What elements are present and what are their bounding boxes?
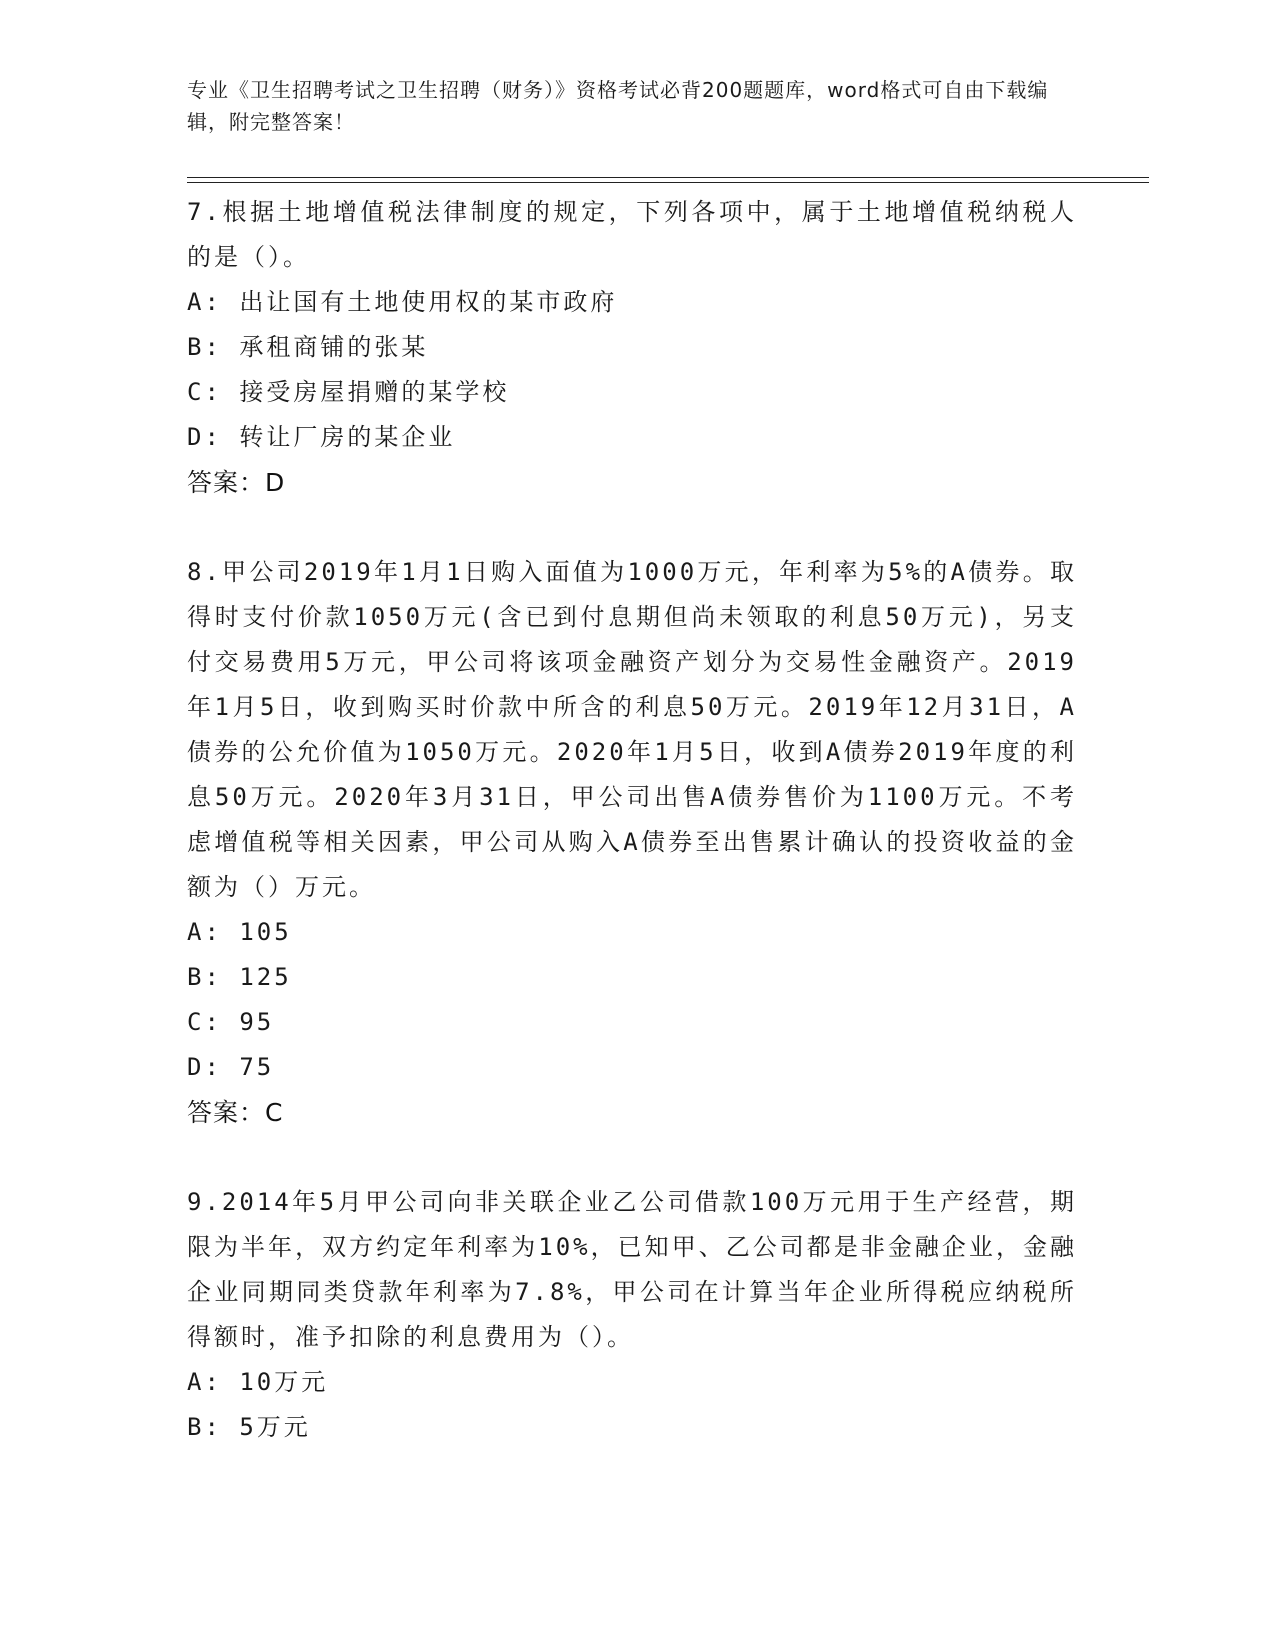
answer-line: 答案：D bbox=[187, 468, 286, 497]
option-b: B: 承租商铺的张某 bbox=[187, 333, 429, 361]
option-c: C: 95 bbox=[187, 1008, 275, 1036]
question-stem: 8.甲公司2019年1月1日购入面值为1000万元，年利率为5%的A债券。取得时支付价款1050万元(含已到付息期但尚未领取的利息50万元)，另支付交易费用5万元，甲公司将该项金融资产划分为交易性金融资产。2019年1月5日，收到购买时价款中所含的利息50万元。2019年12月31日，A债券的公允价值为1050万元。2020年1月5日，收到A债券2019年度的利息50万元。2020年3月31日，甲公司出售A债券售价为1100万元。不考虑增值税等相关因素，甲公司从购入A债券至出售累计确认的投资收益的金额为（）万元。 bbox=[187, 558, 1077, 901]
option-d: D: 转让厂房的某企业 bbox=[187, 423, 456, 451]
header-divider-bottom bbox=[187, 182, 1149, 183]
document-header: 专业《卫生招聘考试之卫生招聘（财务）》资格考试必背200题题库，word格式可自由下载编辑，附完整答案！ bbox=[187, 78, 1049, 134]
question-list bbox=[187, 190, 1077, 1450]
answer-line: 答案：C bbox=[187, 1098, 284, 1127]
question-stem: 9.2014年5月甲公司向非关联企业乙公司借款100万元用于生产经营，期限为半年，双方约定年利率为10%，已知甲、乙公司都是非金融企业，金融企业同期同类贷款年利率为7.8%，甲公司在计算当年企业所得税应纳税所得额时，准予扣除的利息费用为（）。 bbox=[187, 1188, 1077, 1351]
question-8 bbox=[187, 550, 1077, 1135]
question-7 bbox=[187, 190, 1077, 505]
option-a: A: 105 bbox=[187, 918, 292, 946]
option-b: B: 5万元 bbox=[187, 1413, 311, 1441]
question-spacer bbox=[187, 505, 1077, 550]
question-9 bbox=[187, 1180, 1077, 1450]
header-divider-top bbox=[187, 177, 1149, 178]
option-a: A: 10万元 bbox=[187, 1368, 329, 1396]
option-d: D: 75 bbox=[187, 1053, 275, 1081]
option-b: B: 125 bbox=[187, 963, 292, 991]
option-a: A: 出让国有土地使用权的某市政府 bbox=[187, 288, 618, 316]
option-c: C: 接受房屋捐赠的某学校 bbox=[187, 378, 510, 406]
question-spacer bbox=[187, 1135, 1077, 1180]
question-stem: 7.根据土地增值税法律制度的规定，下列各项中，属于土地增值税纳税人的是（）。 bbox=[187, 198, 1077, 271]
